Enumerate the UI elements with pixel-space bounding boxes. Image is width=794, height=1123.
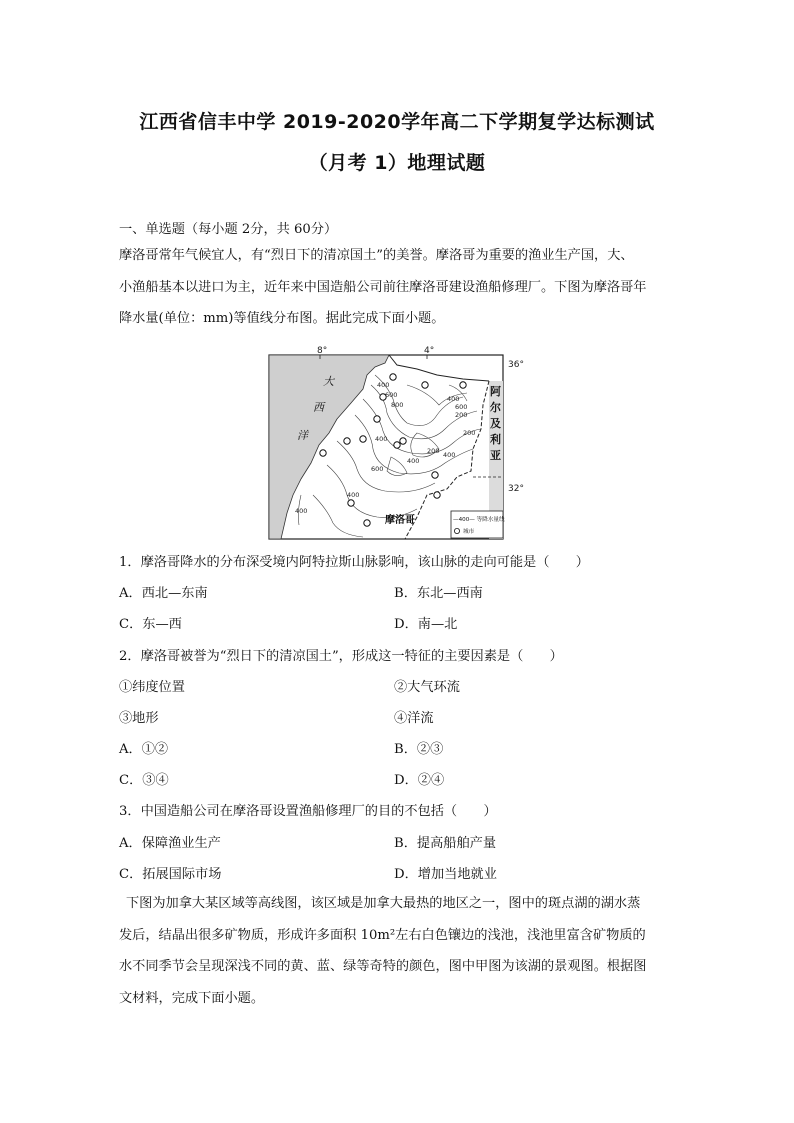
q2-factor-3: ③地形 (119, 711, 159, 726)
passage-line: 发后，结晶出很多矿物质，形成许多面积 10m²左右白色镶边的浅池，浅池里富含矿物质的 (119, 927, 646, 943)
ocean-label-3: 洋 (297, 429, 308, 442)
q1-option-a: A．西北—东南 (119, 586, 208, 601)
map-legend (451, 511, 503, 538)
svg-text:200: 200 (427, 447, 440, 455)
q2-option-b: B．②③ (394, 742, 444, 757)
morocco-precipitation-map (267, 345, 529, 541)
question-3-stem: 3．中国造船公司在摩洛哥设置渔船修理厂的目的不包括（ ） (119, 804, 497, 819)
lon-label-8: 8° (317, 346, 328, 356)
passage-line: 文材料，完成下面小题。 (119, 990, 265, 1006)
q2-option-a: A．①② (119, 742, 169, 757)
svg-text:800: 800 (391, 401, 404, 409)
svg-text:利: 利 (490, 433, 501, 446)
q2-factor-1: ①纬度位置 (119, 680, 185, 695)
svg-text:400: 400 (295, 507, 308, 515)
q3-option-c: C．拓展国际市场 (119, 867, 222, 882)
svg-text:400: 400 (377, 381, 390, 389)
lon-label-4: 4° (424, 346, 435, 356)
ocean-label-2: 西 (313, 401, 324, 414)
q2-option-d: D．②④ (394, 773, 445, 788)
section-heading: 一、单选题（每小题 2分，共 60分） (119, 222, 338, 237)
svg-text:400: 400 (443, 451, 456, 459)
q3-option-b: B．提高船舶产量 (394, 836, 497, 851)
svg-text:200: 200 (463, 429, 476, 437)
passage-line: 下图为加拿大某区域等高线图，该区域是加拿大最热的地区之一，图中的斑点湖的湖水蒸 (126, 896, 641, 911)
country-label: 摩洛哥 (385, 515, 415, 526)
passage-line: 小渔船基本以进口为主，近年来中国造船公司前往摩洛哥建设渔船修理厂。下图为摩洛哥年 (119, 279, 647, 295)
page-title: 江西省信丰中学 2019-2020学年高二下学期复学达标测试 (139, 111, 655, 133)
svg-text:400: 400 (447, 395, 460, 403)
ocean-label-1: 大 (323, 375, 334, 388)
passage-canada (119, 888, 679, 1014)
svg-text:尔: 尔 (490, 401, 501, 414)
svg-text:亚: 亚 (490, 449, 501, 462)
question-2-stem: 2．摩洛哥被誉为“烈日下的清凉国土”，形成这一特征的主要因素是（ ） (119, 649, 563, 664)
svg-text:400: 400 (407, 457, 420, 465)
q2-factor-2: ②大气环流 (394, 680, 460, 695)
passage-morocco (119, 240, 679, 335)
q1-option-c: C．东—西 (119, 617, 182, 632)
q3-option-d: D．增加当地就业 (394, 867, 497, 882)
page-subtitle: （月考 1）地理试题 (308, 152, 486, 174)
q2-option-c: C．③④ (119, 773, 169, 788)
passage-line: 摩洛哥常年气候宜人，有“烈日下的清凉国土”的美誉。摩洛哥为重要的渔业生产国，大、 (119, 248, 634, 263)
q2-factor-4: ④洋流 (394, 711, 434, 726)
legend-isoline: —400— 等降水量线 (453, 517, 505, 523)
passage-line: 水不同季节会呈现深浅不同的黄、蓝、绿等奇特的颜色，图中甲图为该湖的景观图。根据图 (119, 959, 647, 974)
question-1-stem: 1．摩洛哥降水的分布深受境内阿特拉斯山脉影响，该山脉的走向可能是（ ） (119, 555, 589, 570)
svg-text:600: 600 (385, 391, 398, 399)
q1-option-d: D．南—北 (394, 617, 458, 632)
svg-text:600: 600 (455, 403, 468, 411)
legend-city: 城市 (463, 529, 475, 535)
svg-text:阿: 阿 (490, 385, 501, 398)
algeria-label (489, 384, 501, 462)
svg-text:600: 600 (371, 465, 384, 473)
lat-label-36: 36° (508, 360, 524, 370)
legend-city-icon (454, 528, 459, 533)
svg-text:200: 200 (455, 411, 468, 419)
lat-label-32: 32° (508, 484, 524, 494)
svg-text:及: 及 (490, 417, 501, 430)
map-svg (267, 345, 529, 541)
svg-text:400: 400 (347, 491, 360, 499)
passage-line: 降水量(单位：mm)等值线分布图。据此完成下面小题。 (119, 311, 445, 326)
q3-option-a: A．保障渔业生产 (119, 836, 221, 851)
svg-text:400: 400 (375, 435, 388, 443)
q1-option-b: B．东北—西南 (394, 586, 483, 601)
